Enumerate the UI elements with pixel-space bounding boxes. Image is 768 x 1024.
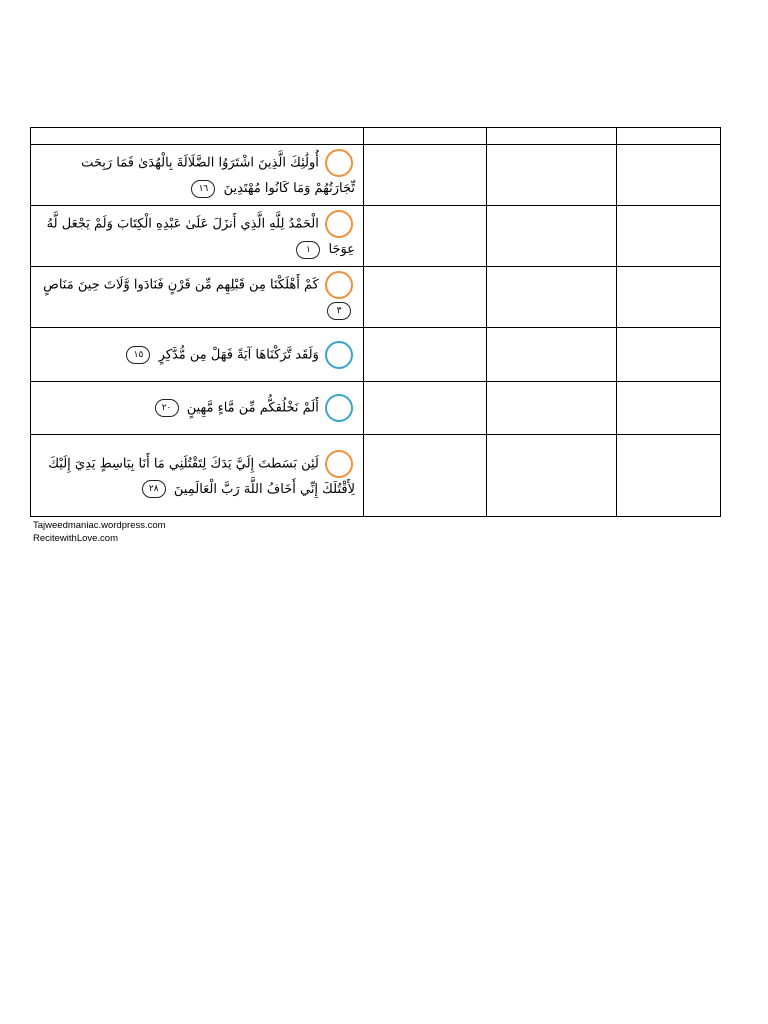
- ayah-text: أَلَمْ نَخْلُقكُّم مِّن مَّاءٍ مَّهِينٍ: [186, 400, 319, 416]
- answer-cell[interactable]: [617, 145, 721, 206]
- ayah-text: لَئِن بَسَطتَ إِلَيَّ يَدَكَ لِتَقْتُلَنِي مَا أَنَا بِبَاسِطٍ يَدِيَ إِلَيْكَ لِأَقْتُلَكَ إِنِّي أَخَافُ اللَّهَ رَبَّ الْعَالَمِينَ: [48, 456, 355, 497]
- answer-cell[interactable]: [487, 382, 617, 435]
- answer-cell[interactable]: [487, 267, 617, 328]
- table-row: [31, 382, 721, 435]
- table-row: [31, 206, 721, 267]
- footer-link-recitewithlove[interactable]: RecitewithLove.com: [33, 533, 119, 544]
- answer-cell[interactable]: [364, 206, 487, 267]
- ayah-cell: [31, 328, 364, 382]
- footer-credits: [33, 519, 166, 545]
- ayah-text: وَلَقَد تَّرَكْنَاهَا آيَةً فَهَلْ مِن مُّدَّكِرٍ: [158, 347, 319, 362]
- table-row: [31, 267, 721, 328]
- answer-cell[interactable]: [364, 328, 487, 382]
- answer-cell[interactable]: [617, 382, 721, 435]
- ayah-number-marker: ١٥: [126, 346, 150, 364]
- table-row: [31, 328, 721, 382]
- ayah-cell: [31, 435, 364, 517]
- footer-link-tajweedmaniac[interactable]: Tajweedmaniac.wordpress.com: [33, 520, 166, 531]
- tajweed-highlight-circle: [325, 210, 353, 238]
- header-cell-1: [31, 128, 364, 145]
- answer-cell[interactable]: [487, 206, 617, 267]
- tajweed-highlight-circle: [325, 394, 353, 422]
- ayah-cell: [31, 206, 364, 267]
- table-row: [31, 145, 721, 206]
- header-cell-4: [617, 128, 721, 145]
- answer-cell[interactable]: [617, 206, 721, 267]
- ayah-cell: [31, 382, 364, 435]
- answer-cell[interactable]: [617, 267, 721, 328]
- answer-cell[interactable]: [487, 145, 617, 206]
- header-cell-2: [364, 128, 487, 145]
- tajweed-highlight-circle: [325, 271, 353, 299]
- ayah-number-marker: ١٦: [191, 180, 215, 198]
- answer-cell[interactable]: [617, 328, 721, 382]
- worksheet-table: [30, 127, 721, 517]
- table-row: [31, 435, 721, 517]
- ayah-cell: [31, 267, 364, 328]
- tajweed-highlight-circle: [325, 450, 353, 478]
- answer-cell[interactable]: [364, 435, 487, 517]
- answer-cell[interactable]: [487, 328, 617, 382]
- ayah-text: كَمْ أَهْلَكْنَا مِن قَبْلِهِم مِّن قَرْنٍ فَنَادَوا وَّلَاتَ حِينَ مَنَاصٍ: [43, 277, 319, 293]
- header-cell-3: [487, 128, 617, 145]
- header-row: [31, 128, 721, 145]
- answer-cell[interactable]: [487, 435, 617, 517]
- ayah-number-marker: ٢٠: [155, 399, 179, 417]
- tajweed-highlight-circle: [325, 341, 353, 369]
- answer-cell[interactable]: [364, 145, 487, 206]
- ayah-number-marker: ١: [296, 241, 320, 259]
- tajweed-highlight-circle: [325, 149, 353, 177]
- ayah-number-marker: ٢٨: [142, 480, 166, 498]
- answer-cell[interactable]: [364, 267, 487, 328]
- ayah-text: الْحَمْدُ لِلَّهِ الَّذِي أَنزَلَ عَلَىٰ عَبْدِهِ الْكِتَابَ وَلَمْ يَجْعَل لَّهُ عِوَجَا: [46, 216, 355, 257]
- ayah-text: أُولَٰئِكَ الَّذِينَ اشْتَرَوُا الضَّلَالَةَ بِالْهُدَىٰ فَمَا رَبِحَت تِّجَارَتُهُمْ وَمَا كَانُوا مُهْتَدِينَ: [81, 155, 355, 196]
- answer-cell[interactable]: [364, 382, 487, 435]
- answer-cell[interactable]: [617, 435, 721, 517]
- ayah-cell: [31, 145, 364, 206]
- ayah-number-marker: ٣: [327, 302, 351, 320]
